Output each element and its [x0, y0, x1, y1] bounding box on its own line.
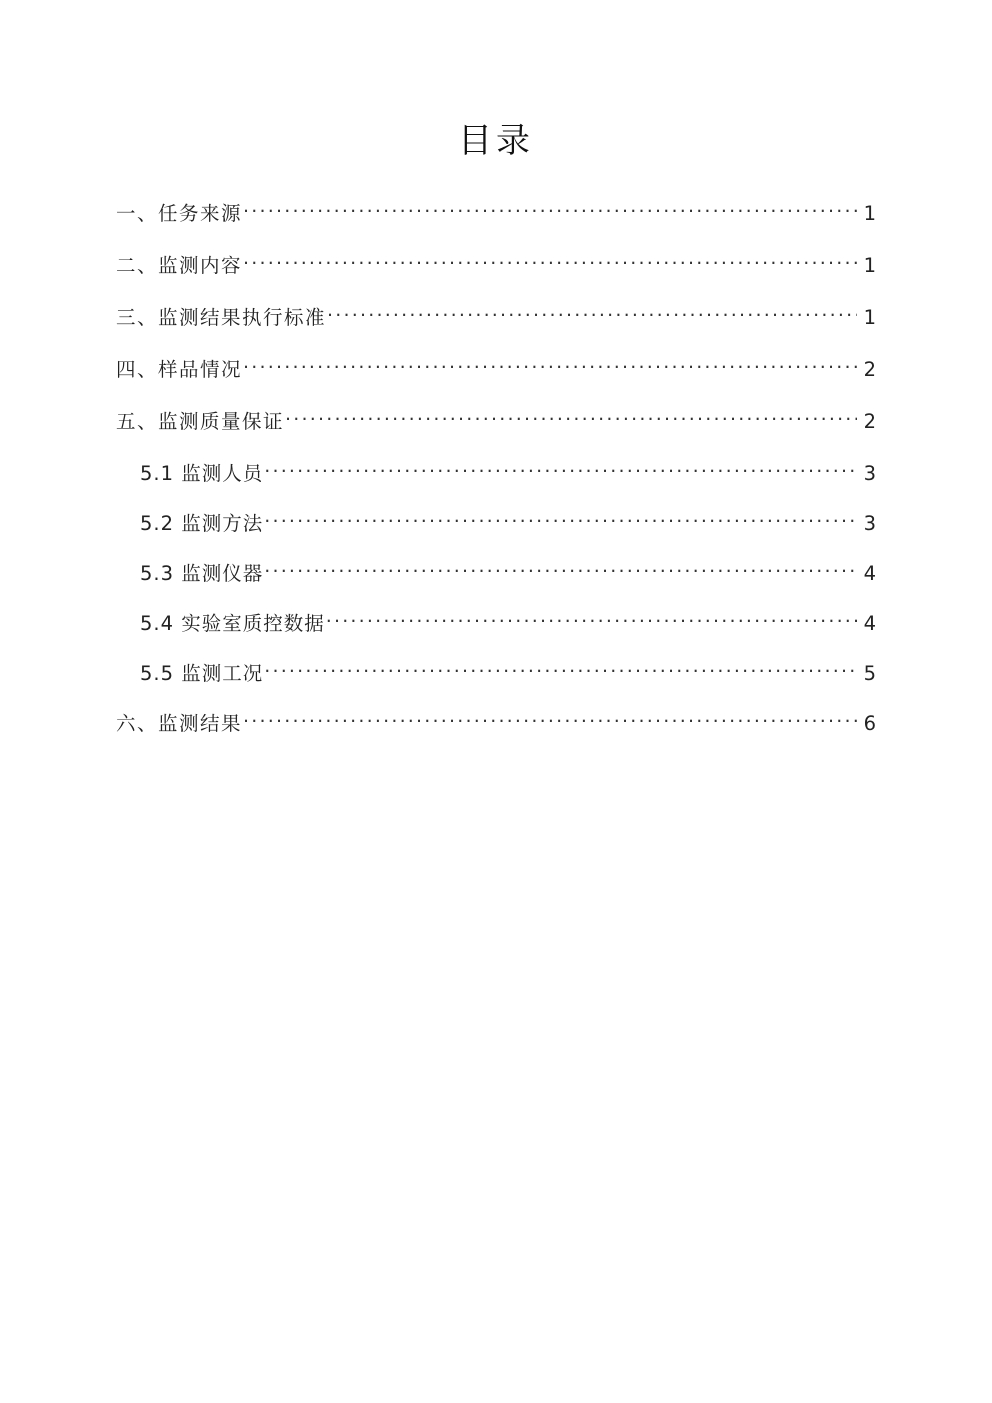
toc-entry[interactable] — [116, 560, 876, 610]
toc-leader-dots — [264, 460, 857, 480]
toc-entry-page-number: 2 — [863, 357, 876, 381]
toc-entry-label: 二、监测内容 — [116, 253, 243, 277]
toc-entry-page-number: 2 — [863, 409, 876, 433]
toc-entry[interactable] — [116, 710, 876, 762]
toc-entry-label: 5.5 监测工况 — [140, 661, 264, 685]
toc-entry[interactable] — [116, 510, 876, 560]
toc-entry-label: 5.3 监测仪器 — [140, 561, 264, 585]
toc-entry-label: 四、样品情况 — [116, 357, 243, 381]
toc-entry-page-number: 6 — [863, 711, 876, 735]
toc-entry-label: 5.4 实验室质控数据 — [140, 611, 325, 635]
toc-entry-page-number: 1 — [863, 305, 876, 329]
toc-leader-dots — [243, 252, 857, 272]
toc-leader-dots — [243, 356, 857, 376]
toc-leader-dots — [243, 710, 857, 730]
toc-entry-label: 一、任务来源 — [116, 201, 243, 225]
toc-entry-label: 5.2 监测方法 — [140, 511, 264, 535]
toc-leader-dots — [327, 304, 857, 324]
toc-entry[interactable] — [116, 408, 876, 460]
toc-entry-label: 三、监测结果执行标准 — [116, 305, 327, 329]
toc-entry[interactable] — [116, 610, 876, 660]
toc-entry-page-number: 5 — [863, 661, 876, 685]
toc-entry-page-number: 4 — [863, 561, 876, 585]
toc-entry-label: 五、监测质量保证 — [116, 409, 285, 433]
toc-entry-label: 六、监测结果 — [116, 711, 243, 735]
toc-entry-page-number: 3 — [863, 511, 876, 535]
toc-entry-page-number: 3 — [863, 461, 876, 485]
toc-entry-page-number: 1 — [863, 201, 876, 225]
toc-entry[interactable] — [116, 304, 876, 356]
toc-entry[interactable] — [116, 200, 876, 252]
toc-leader-dots — [264, 510, 857, 530]
toc-entry[interactable] — [116, 252, 876, 304]
table-of-contents — [116, 162, 876, 762]
toc-leader-dots — [326, 610, 857, 630]
toc-entry[interactable] — [116, 356, 876, 408]
toc-leader-dots — [264, 560, 857, 580]
toc-entry-label: 5.1 监测人员 — [140, 461, 264, 485]
toc-leader-dots — [243, 200, 857, 220]
page-title: 目录 — [458, 121, 534, 161]
toc-leader-dots — [285, 408, 857, 428]
toc-entry[interactable] — [116, 460, 876, 510]
toc-leader-dots — [264, 660, 857, 680]
toc-entry[interactable] — [116, 660, 876, 710]
toc-entry-page-number: 1 — [863, 253, 876, 277]
toc-entry-page-number: 4 — [863, 611, 876, 635]
